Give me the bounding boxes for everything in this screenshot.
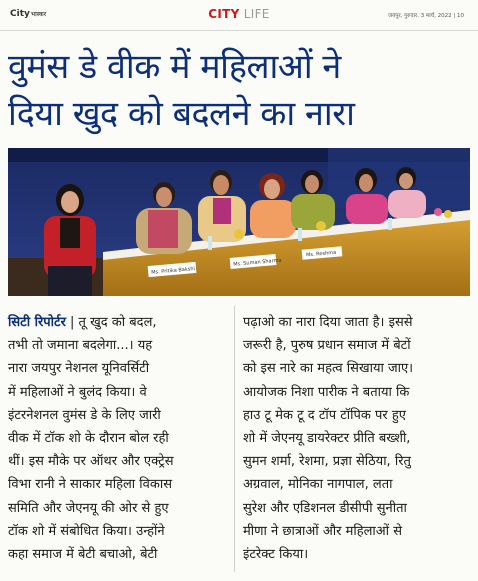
article-line: विभा रानी ने साकार महिला विकास	[8, 477, 173, 493]
article-line: मीणा ने छात्राओं और महिलाओं से	[243, 523, 403, 539]
brand-name: City	[10, 9, 30, 19]
article-line: समिति और जेएनयू की ओर से हुए	[8, 500, 169, 516]
article-line: शो में जेएनयू डायरेक्टर प्रीति बख्शी,	[243, 431, 411, 447]
headline-line-2: दिया खुद को बदलने का नारा	[8, 94, 355, 134]
article-line: में महिलाओं ने बुलंद किया। वे	[8, 384, 147, 400]
brand-subname: भास्कर	[30, 11, 47, 18]
article-line: हाउ टू मेक टू द टॉप टॉपिक पर हुए	[243, 407, 406, 423]
article-line: इंटरेक्ट किया।	[243, 547, 309, 563]
byline: सिटी रिपोर्टर	[8, 315, 66, 330]
article-line: टॉक शो में संबोधित किया। उन्होंने	[8, 523, 165, 539]
headline	[8, 44, 470, 138]
column-divider	[234, 306, 235, 572]
article-line: पढ़ाओ का नारा दिया जाता है। इससे	[243, 315, 413, 330]
article-line: कहा समाज में बेटी बचाओ, बेटी	[8, 547, 158, 563]
section-title-life: LIFE	[239, 7, 270, 21]
dateline: जयपुर, गुरुवार, 3 मार्च, 2022 | 10	[387, 13, 464, 19]
article-line: इंटरनेशनल वुमंस डे के लिए जारी	[8, 407, 161, 423]
article-line-1: सिटी रिपोर्टर | तू खुद को बदल,	[8, 315, 157, 330]
article-line: सुरेश और एडिशनल डीसीपी सुनीता	[243, 500, 407, 516]
article-line: को इस नारे का महत्व सिखाया जाए।	[243, 361, 414, 377]
article-column-2	[243, 311, 470, 566]
page-header	[0, 0, 478, 31]
event-photo	[8, 148, 470, 296]
nameplate-3-text: Ms. Reshma	[305, 249, 337, 259]
article-line: नारा जयपुर नेशनल यूनिवर्सिटी	[8, 361, 150, 377]
event-photo-illustration	[8, 148, 470, 296]
article-line: वीक में टॉक शो के दौरान बोल रही	[8, 431, 169, 447]
article-line: सुमन शर्मा, रेशमा, प्रज्ञा सेठिया, रितु	[243, 454, 411, 470]
article-line: जरूरी है, पुरुष प्रधान समाज में बेटों	[243, 338, 411, 354]
article-line: तभी तो जमाना बदलेगा...। यह	[8, 338, 153, 354]
headline-line-1: वुमंस डे वीक में महिलाओं ने	[8, 47, 341, 87]
nameplate-2-text: Ms. Suman Sharma	[232, 257, 282, 268]
article-line: थीं। इस मौके पर ऑथर और एक्ट्रेस	[8, 454, 174, 470]
nameplate-1-text: Ms. Pritika Bakshi	[150, 266, 196, 276]
section-title-city: CITY	[208, 7, 240, 21]
article-column-1	[8, 311, 226, 566]
article-line: आयोजक निशा पारीक ने बताया कि	[243, 384, 410, 400]
article-line: अग्रवाल, मोनिका नागपाल, लता	[243, 477, 393, 493]
